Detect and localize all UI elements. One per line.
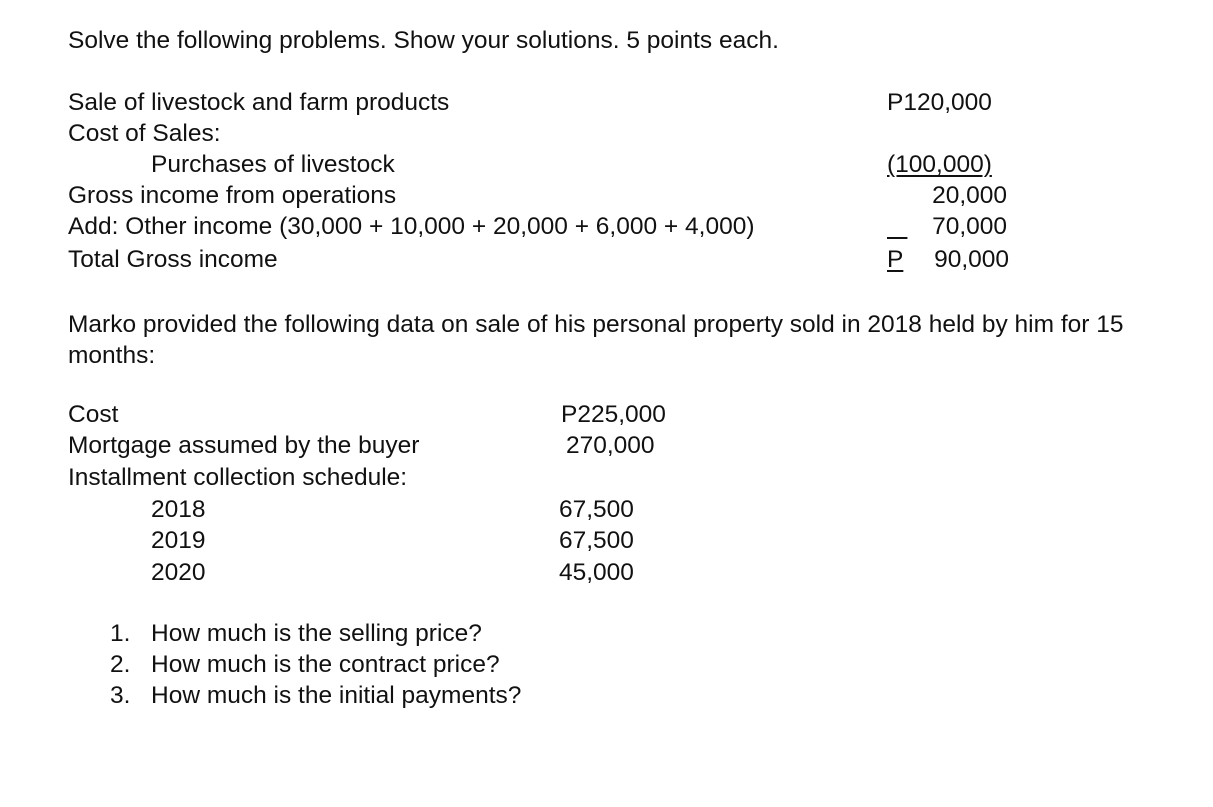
data-label-mortgage: Mortgage assumed by the buyer xyxy=(68,432,420,459)
statement-amount-total-gross-income-cell xyxy=(887,244,1009,275)
data-label-installment-schedule: Installment collection schedule: xyxy=(68,464,408,491)
statement-amount-other-income-cell xyxy=(887,211,1007,242)
question-number: 3. xyxy=(110,682,131,709)
statement-amount-other-income: 70,000 xyxy=(932,213,1007,240)
statement-label-sales: Sale of livestock and farm products xyxy=(68,89,450,116)
question-number: 1. xyxy=(110,620,131,647)
statement-amount-sales: P120,000 xyxy=(887,89,992,116)
data-value-cost: P225,000 xyxy=(561,401,666,428)
question-number: 2. xyxy=(110,651,131,678)
statement-amount-total-gross-income: 90,000 xyxy=(934,246,1009,273)
statement-label-purchases: Purchases of livestock xyxy=(151,151,395,178)
question-text: How much is the contract price? xyxy=(151,651,500,678)
problem-text: Marko provided the following data on sale of his personal property sold in 2018 held by him for 15 months: xyxy=(68,311,1124,369)
data-label-cost: Cost xyxy=(68,401,119,428)
question-text: How much is the selling price? xyxy=(151,620,482,647)
statement-amount-other-income-pad xyxy=(887,213,907,240)
statement-amount-total-prefix: P xyxy=(887,246,904,273)
data-value-mortgage: 270,000 xyxy=(566,432,655,459)
statement-label-cost-of-sales: Cost of Sales: xyxy=(68,120,221,147)
statement-amount-gross-income-operations: 20,000 xyxy=(932,182,1007,209)
schedule-year: 2018 xyxy=(151,496,206,523)
schedule-year: 2020 xyxy=(151,559,206,586)
list-item xyxy=(110,649,570,680)
statement-label-total-gross-income: Total Gross income xyxy=(68,246,278,273)
schedule-amount: 67,500 xyxy=(559,496,634,523)
schedule-amount: 67,500 xyxy=(559,527,634,554)
statement-label-gross-income-operations: Gross income from operations xyxy=(68,182,397,209)
statement-amount-purchases: (100,000) xyxy=(887,151,992,178)
list-item xyxy=(110,680,570,711)
schedule-year: 2019 xyxy=(151,527,206,554)
list-item xyxy=(110,618,570,649)
instructions: Solve the following problems. Show your solutions. 5 points each. xyxy=(68,27,779,54)
question-text: How much is the initial payments? xyxy=(151,682,522,709)
schedule-amount: 45,000 xyxy=(559,559,634,586)
statement-label-other-income: Add: Other income (30,000 + 10,000 + 20,000 + 6,000 + 4,000) xyxy=(68,213,755,240)
